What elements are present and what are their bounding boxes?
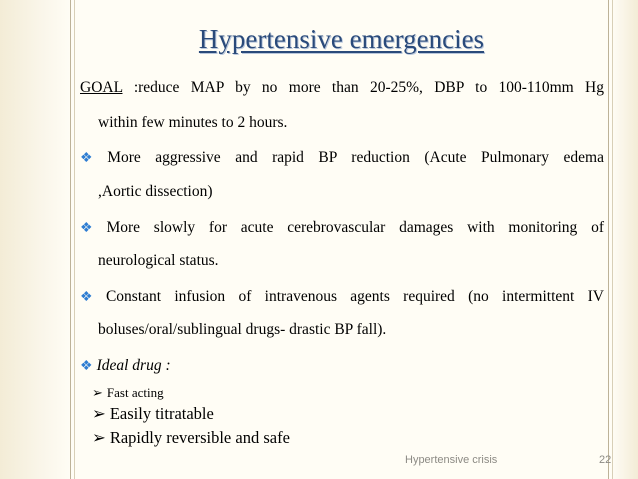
diamond-bullet-icon: ❖ [80, 290, 102, 305]
footer-title: Hypertensive crisis [405, 454, 498, 466]
goal-text: :reduce MAP by no more than 20-25%, DBP to 100-110mm Hg [122, 79, 604, 96]
bullet-4-text: Ideal drug : [96, 357, 171, 374]
sub-bullet-2-text: Easily titratable [109, 404, 214, 423]
goal-line-1 [80, 78, 604, 98]
diamond-bullet-icon: ❖ [80, 151, 104, 166]
slide-left-border [0, 0, 71, 479]
sub-bullet-3 [92, 428, 616, 448]
bullet-4 [80, 356, 604, 377]
diamond-bullet-icon: ❖ [80, 359, 93, 374]
arrow-bullet-icon: ➢ [92, 385, 103, 400]
goal-label: GOAL [80, 79, 123, 96]
page-number: 22 [599, 454, 612, 466]
sub-bullet-2 [92, 404, 616, 424]
arrow-bullet-icon: ➢ [92, 428, 106, 447]
bullet-2-line-1 [80, 218, 604, 239]
bullet-1-line-1 [80, 148, 604, 169]
bullet-1-line-2: ,Aortic dissection) [98, 183, 213, 200]
sub-bullet-1-text: Fast acting [106, 385, 164, 400]
sub-bullet-3-text: Rapidly reversible and safe [109, 428, 290, 447]
goal-line-2: within few minutes to 2 hours. [98, 114, 288, 131]
slide-title: Hypertensive emergencies [198, 24, 485, 54]
bullet-3-line-2: boluses/oral/sublingual drugs- drastic BP fall). [98, 321, 387, 338]
diamond-bullet-icon: ❖ [80, 221, 103, 236]
left-divider-inner [74, 0, 75, 479]
bullet-3-line-1 [80, 287, 604, 308]
bullet-1-text: More aggressive and rapid BP reduction (Acute Pulmonary edema [107, 149, 604, 166]
bullet-3-text: Constant infusion of intravenous agents required (no intermittent IV [105, 288, 604, 305]
bullet-2-text: More slowly for acute cerebrovascular damages with monitoring of [106, 219, 604, 236]
left-divider [70, 0, 71, 479]
arrow-bullet-icon: ➢ [92, 404, 106, 423]
sub-bullet-1 [92, 383, 616, 403]
bullet-2-line-2: neurological status. [98, 252, 219, 269]
